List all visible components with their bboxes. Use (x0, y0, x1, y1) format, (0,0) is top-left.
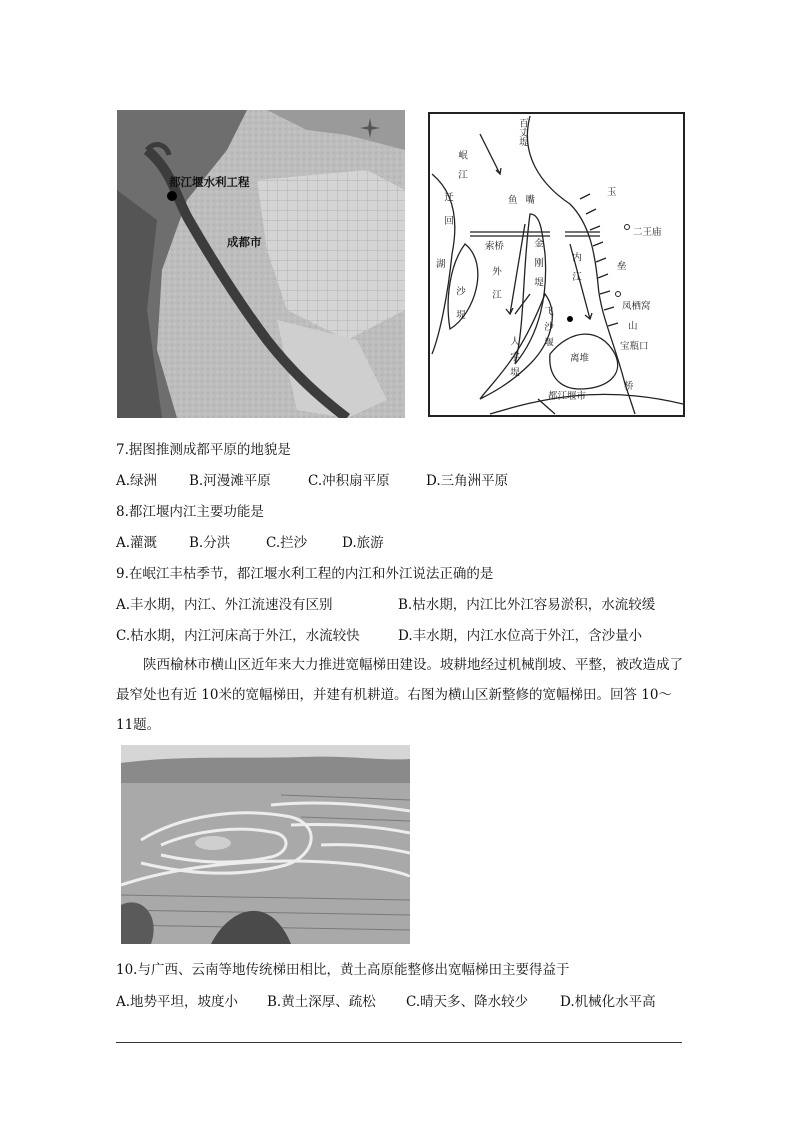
question-7-stem: 7.据图推测成都平原的地貌是 (116, 442, 291, 458)
map-label-dujiangyan: 都江堰水利工程 (169, 175, 250, 189)
question-9-stem: 9.在岷江丰枯季节，都江堰水利工程的内江和外江说法正确的是 (116, 566, 494, 582)
label-fengqiwo: 凤栖窝 (622, 301, 651, 312)
terrace-photo-image (121, 745, 410, 944)
page-footer-divider (116, 1042, 682, 1043)
q8-option-a[interactable]: A.灌溉 (116, 535, 158, 551)
label-yuzui: 鱼嘴 (508, 195, 544, 206)
q10-option-d[interactable]: D.机械化水平高 (560, 994, 656, 1010)
q9-option-c[interactable]: C.枯水期，内江河床高于外江，水流较快 (116, 628, 360, 644)
q7-option-b[interactable]: B.河漫滩平原 (189, 473, 271, 489)
q7-option-a[interactable]: A.绿洲 (116, 473, 158, 489)
question-8-stem: 8.都江堰内江主要功能是 (116, 504, 264, 520)
satellite-map-image (117, 110, 405, 418)
q8-option-c[interactable]: C.拦沙 (266, 535, 308, 551)
label-erwangmiao: 二王庙 (633, 227, 662, 238)
dujiangyan-diagram-figure (428, 112, 685, 417)
label-yu: 玉 (607, 187, 617, 198)
q7-option-c[interactable]: C.冲积扇平原 (308, 473, 390, 489)
q9-option-d[interactable]: D.丰水期，内江水位高于外江，含沙量小 (398, 628, 643, 644)
label-lei: 垒 (617, 261, 627, 272)
q7-option-d[interactable]: D.三角洲平原 (426, 473, 509, 489)
label-shan: 山 (628, 321, 638, 332)
terrace-photo (121, 745, 410, 944)
q10-option-b[interactable]: B.黄土深厚、疏松 (267, 994, 376, 1010)
label-neijiang: 内江 (570, 252, 581, 291)
label-renzidi: 人字堤 (508, 336, 519, 383)
label-baopingkou: 宝瓶口 (620, 341, 649, 352)
label-waijiang: 外江 (490, 266, 501, 313)
label-suoqiao: 索桥 (485, 241, 505, 252)
reading-passage: 陕西榆林市横山区近年来大力推进宽幅梯田建设。坡耕地经过机械削坡、平整，被改造成了最窄处也有近 10米的宽幅梯田，并建有机耕道。右图为横山区新整修的宽幅梯田。回答 10～11题。 (116, 657, 683, 733)
label-baizhangdi: 百丈堤 (517, 118, 528, 147)
q10-option-a[interactable]: A.地势平坦，坡度小 (116, 994, 239, 1010)
question-10-stem: 10.与广西、云南等地传统梯田相比，黄土高原能整修出宽幅梯田主要得益于 (116, 962, 570, 978)
map-label-chengdu: 成都市 (227, 235, 262, 249)
q8-option-d[interactable]: D.旅游 (342, 535, 384, 551)
label-qiao: 桥 (624, 381, 634, 392)
q8-option-b[interactable]: B.分洪 (189, 535, 231, 551)
q9-option-a[interactable]: A.丰水期，内江、外江流速没有区别 (116, 597, 333, 613)
q9-option-b[interactable]: B.枯水期，内江比外江容易淤积，水流较缓 (398, 597, 656, 613)
label-jingangdi: 金刚堤 (532, 238, 543, 297)
q10-option-c[interactable]: C.晴天多、降水较少 (406, 994, 529, 1010)
label-minjiang: 岷江 (456, 150, 467, 189)
label-feishayan: 飞沙堰 (542, 306, 553, 353)
label-shadi: 沙堤 (454, 286, 465, 333)
label-qianhui: 迁回 (442, 192, 453, 239)
satellite-map-figure (117, 110, 405, 418)
label-dujiangyanshi: 都江堰市 (548, 391, 587, 402)
label-hu: 湖 (436, 259, 446, 270)
label-lidui: 离堆 (570, 353, 590, 364)
